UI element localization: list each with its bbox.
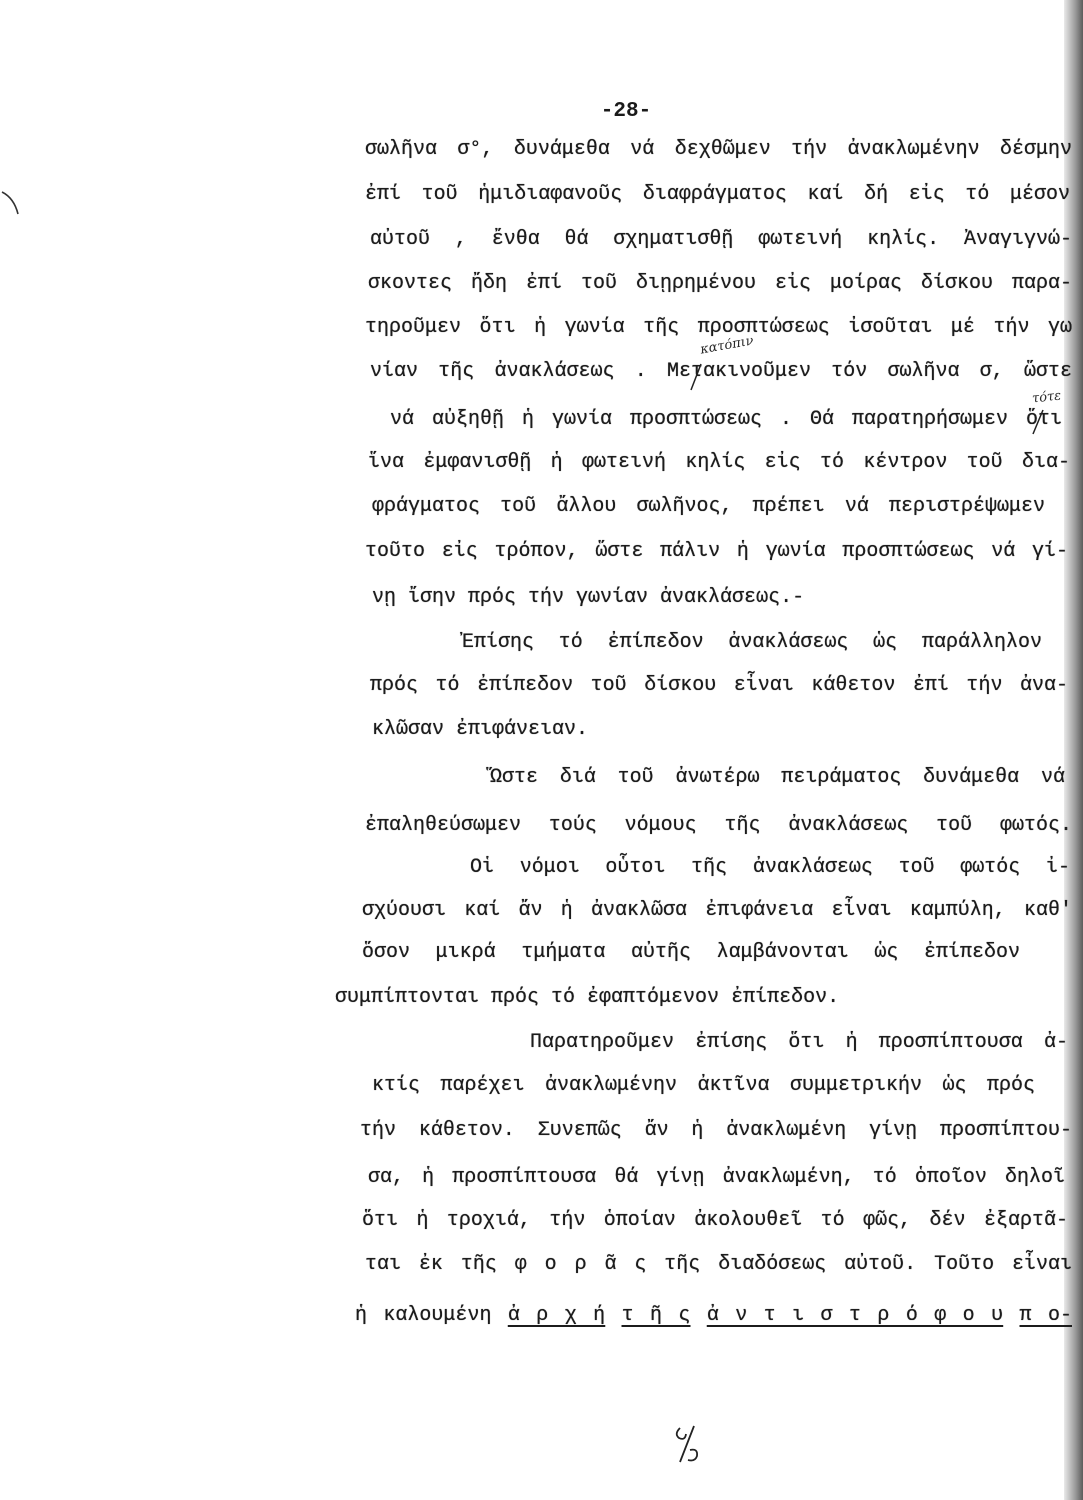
text-line: τηροῦμεν ὅτι ἡ γωνία τῆς προσπτώσεως ἰσοῦται μέ τήν γω — [365, 316, 1072, 339]
text-line: συμπίπτονται πρός τό ἐφαπτόμενον ἐπίπεδον. — [335, 986, 840, 1009]
handwritten-insertion: τότε — [1031, 388, 1062, 407]
text-line: ται ἐκ τῆς φ ο ρ ᾶ ς τῆς διαδόσεως αὐτοῦ. Τοῦτο εἶναι — [365, 1253, 1072, 1276]
text-line: ἐπί τοῦ ἡμιδιαφανοῦς διαφράγματος καί δή εἰς τό μέσον — [365, 183, 1070, 206]
insertion-slash-mark — [688, 362, 704, 392]
text-line-with-emphasis — [355, 1302, 1072, 1330]
text-line: τοῦτο εἰς τρόπον, ὥστε πάλιν ἡ γωνία προσπτώσεως νά γί- — [365, 540, 1068, 563]
page-number: -28- — [600, 100, 652, 123]
text-line: ἵνα ἐμφανισθῇ ἡ φωτεινή κηλίς εἰς τό κέντρον τοῦ δια- — [368, 451, 1070, 474]
text-line: νίαν τῆς ἀνακλάσεως . Μετακινοῦμεν τόν σωλῆνα σ, ὥστε — [370, 360, 1072, 383]
text-line: σωλῆνα σ°, δυνάμεθα νά δεχθῶμεν τήν ἀνακλωμένην δέσμην — [365, 138, 1072, 161]
text-line: ὅσον μικρά τμήματα αὐτῆς λαμβάνονται ὡς ἐπίπεδον — [362, 941, 1020, 964]
underlined-term: τ ῆ ς — [621, 1304, 691, 1327]
underlined-term: ἀ ν τ ι σ τ ρ ό φ ο υ — [706, 1304, 1004, 1327]
text-line: νά αὐξηθῇ ἡ γωνία προσπτώσεως . Θά παρατηρήσωμεν ὅτι — [390, 408, 1062, 431]
underlined-term: ἀ ρ χ ή — [507, 1304, 606, 1327]
text-line: σα, ἡ προσπίπτουσα θά γίνῃ ἀνακλωμένη, τό ὁποῖον δηλοῖ — [368, 1166, 1065, 1189]
text-line: κλῶσαν ἐπιφάνειαν. — [372, 718, 589, 741]
text-line: ἐπαληθεύσωμεν τούς νόμους τῆς ἀνακλάσεως τοῦ φωτός. — [365, 814, 1072, 837]
text-line: νῃ ἴσην πρός τήν γωνίαν ἀνακλάσεως.- — [372, 586, 805, 609]
text-segment: ἡ καλουμένη — [355, 1304, 492, 1327]
text-line: σχύουσι καί ἄν ἡ ἀνακλῶσα ἐπιφάνεια εἶναι καμπύλη, καθ' — [362, 899, 1072, 922]
text-line: ὅτι ἡ τροχιά, τήν ὁποίαν ἀκολουθεῖ τό φῶς, δέν ἐξαρτᾶ- — [362, 1209, 1068, 1232]
text-line: φράγματος τοῦ ἄλλου σωλῆνος, πρέπει νά περιστρέψωμεν — [372, 495, 1045, 518]
handwritten-page-mark — [670, 1422, 704, 1466]
text-line: κτίς παρέχει ἀνακλωμένην ἀκτῖνα συμμετρικήν ὡς πρός — [372, 1074, 1035, 1097]
text-line: Ὥστε διά τοῦ ἀνωτέρω πειράματος δυνάμεθα νά — [490, 766, 1065, 789]
underlined-term: π ο- — [1019, 1304, 1072, 1327]
text-line: Παρατηροῦμεν ἐπίσης ὅτι ἡ προσπίπτουσα ἀ- — [530, 1031, 1068, 1054]
left-margin-bracket-mark — [0, 188, 22, 218]
text-line: Οἱ νόμοι οὗτοι τῆς ἀνακλάσεως τοῦ φωτός ἰ- — [470, 856, 1070, 879]
text-line: Ἐπίσης τό ἐπίπεδον ἀνακλάσεως ὡς παράλληλον — [462, 631, 1042, 654]
text-line: σκοντες ἤδη ἐπί τοῦ διῃρημένου εἰς μοίρας δίσκου παρα- — [368, 272, 1072, 295]
text-line: αὐτοῦ , ἔνθα θά σχηματισθῇ φωτεινή κηλίς. Ἀναγιγνώ- — [370, 228, 1072, 251]
text-line: τήν κάθετον. Συνεπῶς ἄν ἡ ἀνακλωμένη γίνῃ προσπίπτου- — [360, 1119, 1072, 1142]
text-line: πρός τό ἐπίπεδον τοῦ δίσκου εἶναι κάθετον ἐπί τήν ἀνα- — [370, 674, 1068, 697]
insertion-slash-mark — [1030, 408, 1046, 436]
handwritten-insertion: κατόπιν — [699, 333, 755, 358]
